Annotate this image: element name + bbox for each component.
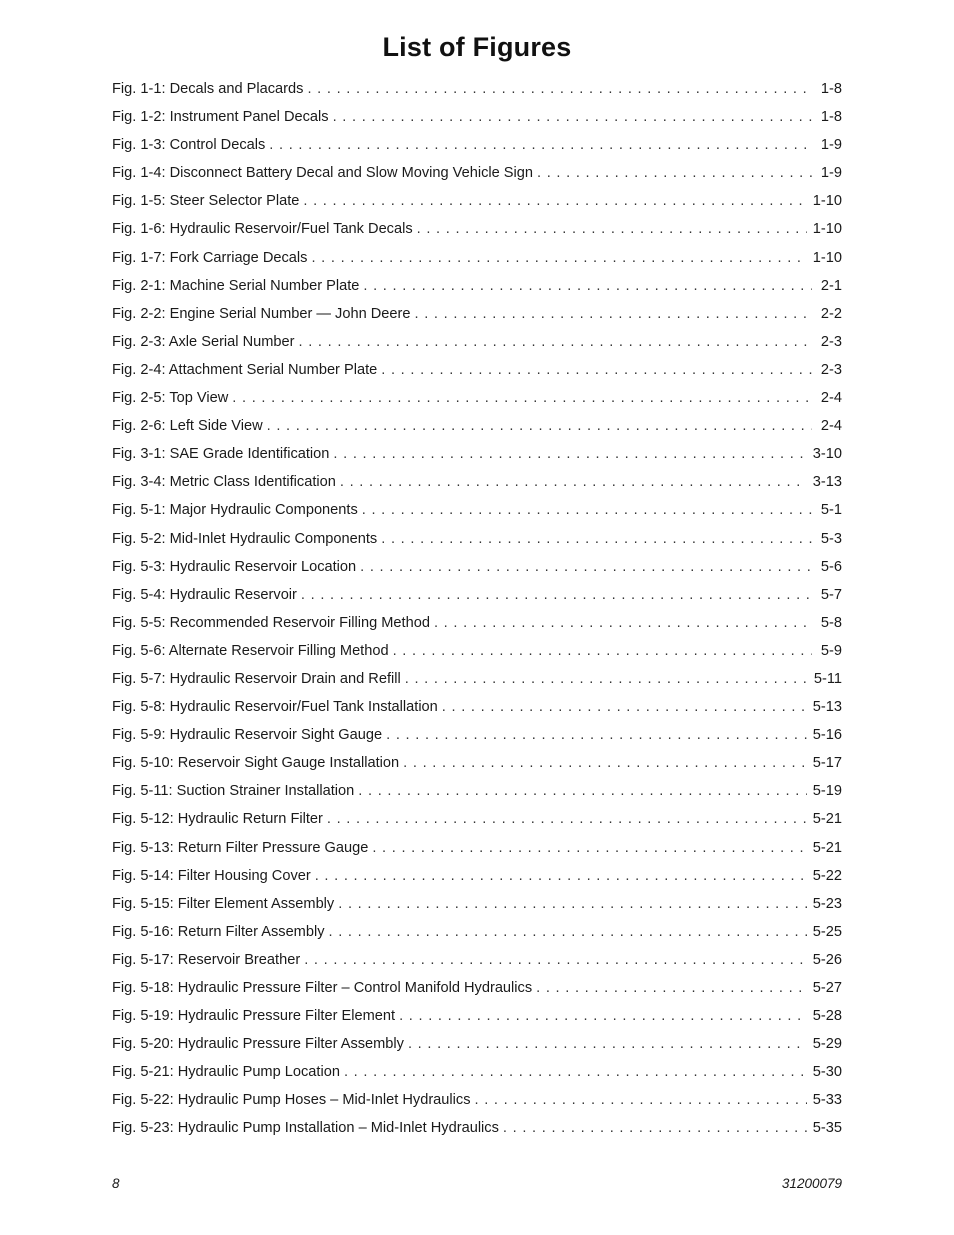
dot-leader <box>434 609 812 637</box>
dot-leader <box>269 131 812 159</box>
dot-leader <box>358 777 807 805</box>
figure-entry-page: 5-21 <box>812 839 842 856</box>
figure-entry-label: Fig. 5-23: Hydraulic Pump Installation – Mid-Inlet Hydraulics <box>112 1120 499 1137</box>
dot-leader <box>536 974 807 1002</box>
figure-entry-label: Fig. 5-16: Return Filter Assembly <box>112 923 325 940</box>
figure-entry-page: 1-8 <box>820 81 842 97</box>
dot-leader <box>315 862 807 890</box>
figure-entry[interactable] <box>112 1030 842 1058</box>
dot-leader <box>344 1058 807 1086</box>
figure-entry[interactable] <box>112 272 842 300</box>
figure-entry[interactable] <box>112 553 842 581</box>
figure-entry[interactable] <box>112 777 842 805</box>
figure-entry-page: 1-10 <box>812 249 842 266</box>
figure-entry-label: Fig. 2-4: Attachment Serial Number Plate <box>112 361 378 378</box>
figure-entry-label: Fig. 5-11: Suction Strainer Installation <box>112 783 355 800</box>
figure-entry-label: Fig. 1-4: Disconnect Battery Decal and Slow Moving Vehicle Sign <box>112 165 533 182</box>
figure-entry-page: 5-17 <box>812 755 842 772</box>
figure-entry-page: 3-10 <box>812 446 842 463</box>
figure-entry-label: Fig. 5-4: Hydraulic Reservoir <box>112 586 297 603</box>
dot-leader <box>393 637 812 665</box>
dot-leader <box>475 1086 807 1114</box>
dot-leader <box>537 159 812 187</box>
dot-leader <box>307 75 812 103</box>
figure-entry-page: 5-33 <box>812 1092 842 1109</box>
figure-entry-label: Fig. 5-2: Mid-Inlet Hydraulic Components <box>112 530 378 547</box>
figure-entry-label: Fig. 5-3: Hydraulic Reservoir Location <box>112 558 357 575</box>
figure-entry-label: Fig. 5-18: Hydraulic Pressure Filter – Control Manifold Hydraulics <box>112 980 533 996</box>
figure-entry[interactable] <box>112 187 842 215</box>
figure-entry-label: Fig. 5-19: Hydraulic Pressure Filter Element <box>112 1008 396 1025</box>
footer-document-number: 31200079 <box>781 1176 842 1191</box>
figure-entry-label: Fig. 2-6: Left Side View <box>112 418 263 435</box>
figure-entry[interactable] <box>112 356 842 384</box>
dot-leader <box>301 581 812 609</box>
figure-entry-page: 5-35 <box>812 1120 842 1137</box>
figure-entry-page: 5-30 <box>812 1064 842 1081</box>
figure-entry[interactable] <box>112 946 842 974</box>
figure-entry-page: 5-26 <box>812 951 842 968</box>
dot-leader <box>417 215 807 243</box>
figure-entry[interactable] <box>112 412 842 440</box>
figure-entry[interactable] <box>112 581 842 609</box>
figure-entry[interactable] <box>112 637 842 665</box>
figure-entry-page: 1-10 <box>812 193 842 210</box>
dot-leader <box>333 103 812 131</box>
figure-entry-page: 5-3 <box>820 530 842 547</box>
figure-entry-page: 5-27 <box>812 980 842 996</box>
figure-list <box>112 75 842 1143</box>
figure-entry-page: 5-28 <box>812 1008 842 1025</box>
figure-entry[interactable] <box>112 328 842 356</box>
dot-leader <box>503 1114 807 1142</box>
figure-entry-page: 5-13 <box>812 699 842 716</box>
figure-entry-label: Fig. 2-3: Axle Serial Number <box>112 333 295 350</box>
dot-leader <box>372 834 806 862</box>
figure-entry-label: Fig. 1-6: Hydraulic Reservoir/Fuel Tank Decals <box>112 221 413 238</box>
figure-entry[interactable] <box>112 384 842 412</box>
figure-entry[interactable] <box>112 1058 842 1086</box>
footer-page-number: 8 <box>112 1176 120 1191</box>
dot-leader <box>386 721 807 749</box>
figure-entry[interactable] <box>112 1114 842 1142</box>
figure-entry[interactable] <box>112 749 842 777</box>
figure-entry-label: Fig. 5-5: Recommended Reservoir Filling Method <box>112 614 430 631</box>
figure-entry-page: 2-1 <box>820 277 842 294</box>
dot-leader <box>360 553 812 581</box>
figure-entry[interactable] <box>112 609 842 637</box>
figure-entry-label: Fig. 5-7: Hydraulic Reservoir Drain and Refill <box>112 670 401 687</box>
dot-leader <box>267 412 812 440</box>
figure-entry[interactable] <box>112 890 842 918</box>
figure-entry-label: Fig. 5-20: Hydraulic Pressure Filter Assembly <box>112 1036 404 1053</box>
figure-entry[interactable] <box>112 131 842 159</box>
figure-entry[interactable] <box>112 215 842 243</box>
figure-entry-page: 5-19 <box>812 783 842 800</box>
figure-entry[interactable] <box>112 468 842 496</box>
figure-entry-label: Fig. 3-1: SAE Grade Identification <box>112 446 330 463</box>
dot-leader <box>299 328 813 356</box>
figure-entry-page: 5-25 <box>812 923 842 940</box>
dot-leader <box>340 468 807 496</box>
figure-entry-label: Fig. 1-3: Control Decals <box>112 137 266 154</box>
figure-entry-label: Fig. 5-21: Hydraulic Pump Location <box>112 1064 340 1081</box>
figure-entry-label: Fig. 5-17: Reservoir Breather <box>112 951 301 968</box>
figure-entry[interactable] <box>112 525 842 553</box>
figure-entry-page: 5-1 <box>820 502 842 519</box>
figure-entry-label: Fig. 5-8: Hydraulic Reservoir/Fuel Tank Installation <box>112 699 438 716</box>
figure-entry-page: 1-8 <box>820 109 842 126</box>
figure-entry[interactable] <box>112 244 842 272</box>
figure-entry-page: 5-9 <box>820 642 842 659</box>
figure-entry-label: Fig. 5-15: Filter Element Assembly <box>112 895 335 912</box>
figure-entry-label: Fig. 5-12: Hydraulic Return Filter <box>112 811 323 828</box>
figure-entry-page: 1-9 <box>820 165 842 182</box>
figure-entry-label: Fig. 2-1: Machine Serial Number Plate <box>112 277 360 294</box>
figure-entry[interactable] <box>112 75 842 103</box>
figure-entry-label: Fig. 5-14: Filter Housing Cover <box>112 867 311 884</box>
figure-entry-page: 2-3 <box>820 361 842 378</box>
figure-entry-page: 5-6 <box>820 558 842 575</box>
figure-entry[interactable] <box>112 440 842 468</box>
figure-entry-label: Fig. 5-9: Hydraulic Reservoir Sight Gauge <box>112 727 383 744</box>
figure-entry[interactable] <box>112 103 842 131</box>
figure-entry[interactable] <box>112 974 842 1002</box>
dot-leader <box>408 1030 807 1058</box>
figure-entry-label: Fig. 5-6: Alternate Reservoir Filling Method <box>112 642 389 659</box>
figure-entry-label: Fig. 5-22: Hydraulic Pump Hoses – Mid-Inlet Hydraulics <box>112 1092 471 1109</box>
figure-entry[interactable] <box>112 1086 842 1114</box>
dot-leader <box>405 665 808 693</box>
dot-leader <box>415 300 812 328</box>
figure-entry-page: 5-22 <box>812 867 842 884</box>
figure-entry[interactable] <box>112 805 842 833</box>
figure-entry-page: 2-3 <box>820 333 842 350</box>
figure-entry-page: 5-23 <box>812 895 842 912</box>
dot-leader <box>232 384 812 412</box>
figure-entry-label: Fig. 1-7: Fork Carriage Decals <box>112 249 308 266</box>
figure-entry[interactable] <box>112 918 842 946</box>
dot-leader <box>333 440 806 468</box>
dot-leader <box>362 496 812 524</box>
dot-leader <box>381 356 812 384</box>
figure-entry[interactable] <box>112 496 842 524</box>
dot-leader <box>442 693 807 721</box>
figure-entry-page: 5-21 <box>812 811 842 828</box>
dot-leader <box>381 525 812 553</box>
figure-entry-page: 2-4 <box>820 390 842 407</box>
figure-entry-label: Fig. 1-1: Decals and Placards <box>112 81 304 97</box>
dot-leader <box>303 187 806 215</box>
figure-entry-label: Fig. 5-13: Return Filter Pressure Gauge <box>112 839 369 856</box>
dot-leader <box>399 1002 807 1030</box>
figure-entry-page: 5-8 <box>820 614 842 631</box>
dot-leader <box>363 272 812 300</box>
figure-entry-label: Fig. 2-2: Engine Serial Number — John Deere <box>112 305 411 322</box>
dot-leader <box>329 918 807 946</box>
figure-entry[interactable] <box>112 300 842 328</box>
figure-entry-label: Fig. 5-10: Reservoir Sight Gauge Installation <box>112 755 400 772</box>
figure-entry-page: 1-10 <box>812 221 842 238</box>
page-title: List of Figures <box>382 32 572 62</box>
dot-leader <box>338 890 807 918</box>
figure-entry[interactable] <box>112 665 842 693</box>
figure-entry-page: 1-9 <box>820 137 842 154</box>
figure-entry-label: Fig. 1-5: Steer Selector Plate <box>112 193 300 210</box>
figure-entry[interactable] <box>112 721 842 749</box>
figure-entry-label: Fig. 3-4: Metric Class Identification <box>112 474 336 491</box>
dot-leader <box>403 749 807 777</box>
dot-leader <box>304 946 807 974</box>
figure-entry-label: Fig. 5-1: Major Hydraulic Components <box>112 502 358 519</box>
dot-leader <box>327 805 807 833</box>
figure-entry[interactable] <box>112 159 842 187</box>
figure-entry-page: 5-11 <box>813 670 842 687</box>
figure-entry[interactable] <box>112 862 842 890</box>
figure-entry-page: 5-7 <box>820 586 842 603</box>
figure-entry-page: 5-16 <box>812 727 842 744</box>
figure-entry[interactable] <box>112 834 842 862</box>
figure-entry-label: Fig. 2-5: Top View <box>112 390 229 407</box>
figure-entry-page: 2-2 <box>820 305 842 322</box>
figure-entry[interactable] <box>112 693 842 721</box>
figure-entry-label: Fig. 1-2: Instrument Panel Decals <box>112 109 329 126</box>
figure-entry-page: 2-4 <box>820 418 842 435</box>
dot-leader <box>311 244 806 272</box>
figure-entry-page: 3-13 <box>812 474 842 491</box>
figure-entry[interactable] <box>112 1002 842 1030</box>
figure-entry-page: 5-29 <box>812 1036 842 1053</box>
